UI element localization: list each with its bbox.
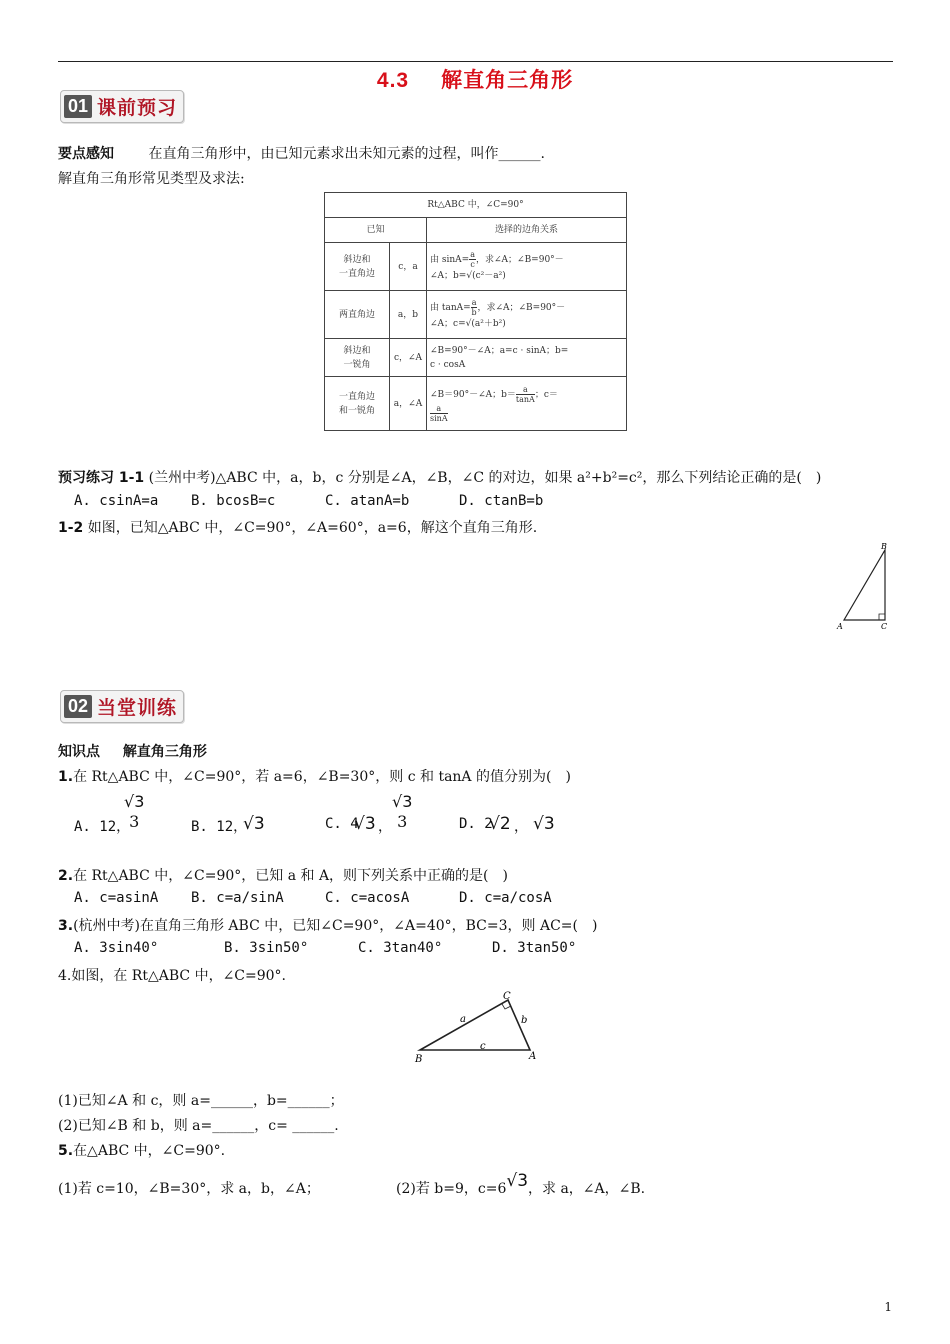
badge-number: 02 <box>64 695 92 718</box>
frac-den: tanA <box>515 394 535 404</box>
question-label: 预习练习 1-1 <box>58 470 145 486</box>
question-text: 在 Rt△ABC 中，∠C=90°，若 a=6，∠B=30°，则 c 和 tanA 的值分别为( ) <box>73 769 571 785</box>
frac-den: b <box>471 308 477 317</box>
question-5 <box>58 1140 225 1160</box>
table-cell-type <box>325 243 390 291</box>
label-c: C <box>881 622 888 631</box>
option-a: A. c=asinA <box>74 890 159 906</box>
fraction <box>469 250 476 269</box>
option-a-fraction <box>124 792 144 832</box>
key-points-line <box>58 143 545 163</box>
option-d: D. 3tan50° <box>492 940 577 956</box>
relation-text: 由 tanA= <box>430 303 471 313</box>
badge-number: 01 <box>64 95 92 118</box>
label-a-vertex: A <box>529 1051 537 1062</box>
sqrt-3: √3 <box>506 1171 529 1191</box>
key-points-label: 要点感知 <box>58 146 114 162</box>
option-c-sqrt: √3 <box>354 814 376 834</box>
table-col-known: 已知 <box>325 218 427 243</box>
label-b: B <box>881 542 887 551</box>
frac-den: 3 <box>397 812 408 831</box>
table-cell-relation <box>427 339 627 377</box>
option-a: A. csinA=a <box>74 493 159 509</box>
question-4-sub-2: (2)已知∠B 和 b，则 a=______，c= ______. <box>58 1118 339 1134</box>
table-row <box>325 377 627 431</box>
table-row <box>325 291 627 339</box>
question-4 <box>58 965 286 985</box>
question-number: 2. <box>58 868 74 884</box>
frac-num: a <box>470 250 475 259</box>
relation-text: ∠A；b=√(c²－a²) <box>430 271 506 281</box>
section-title: 解直角三角形 <box>441 68 574 92</box>
question-number: 4. <box>58 968 72 984</box>
section-number: 4.3 <box>376 69 410 92</box>
triangle-figure-2 <box>410 988 545 1066</box>
option-c-comma: ， <box>378 819 392 835</box>
table-cell-type: 两直角边 <box>325 291 390 339</box>
badge-label: 课前预习 <box>97 97 178 119</box>
question-4-sub-1: (1)已知∠A 和 c，则 a=______，b=______； <box>58 1093 344 1109</box>
question-text: 如图，在 Rt△ABC 中，∠C=90°. <box>71 968 287 984</box>
question-number: 5. <box>58 1143 74 1159</box>
option-c: C. atanA=b <box>325 493 410 509</box>
table-cell-relation <box>427 377 627 431</box>
section-badge-preview <box>60 90 184 123</box>
type-line: 和一锐角 <box>338 405 375 416</box>
knowledge-point <box>58 741 207 761</box>
relation-text: ，求∠A；∠B=90°－ <box>475 255 564 265</box>
frac-num: √3 <box>124 792 145 811</box>
option-d: D. c=a/cosA <box>459 890 552 906</box>
question-1-2 <box>58 517 537 537</box>
option-d-sqrt3: √3 <box>533 814 555 834</box>
page-number: 1 <box>884 1300 892 1314</box>
table-cell-type <box>325 377 390 431</box>
triangle <box>420 1000 530 1050</box>
table-cell-relation <box>427 243 627 291</box>
option-d-sqrt2: √2 <box>489 814 511 834</box>
section-badge-practice <box>60 690 184 723</box>
question-label: 1-2 <box>58 520 84 536</box>
relation-text: c · cosA <box>430 359 466 370</box>
knowledge-title: 解直角三角形 <box>122 744 207 760</box>
label-side-b: b <box>521 1015 528 1026</box>
relation-text: ∠B＝90°－∠A；b＝ <box>430 389 516 400</box>
question-number: 1. <box>58 769 74 785</box>
header-rule <box>58 61 893 62</box>
type-line: 斜边和 <box>343 345 371 356</box>
relation-text: ∠B=90°－∠A；a=c · sinA；b= <box>430 345 569 356</box>
badge-label: 当堂训练 <box>97 697 178 719</box>
frac-num: a <box>430 404 448 414</box>
frac-num: a <box>516 385 535 395</box>
question-1-1 <box>58 467 821 487</box>
option-b: B. c=a/sinA <box>191 890 284 906</box>
table-row <box>325 243 627 291</box>
option-a: A. 12， <box>74 819 131 835</box>
option-a: A. 3sin40° <box>74 940 159 956</box>
option-b-sqrt: √3 <box>243 814 265 834</box>
triangle-figure-1 <box>832 540 894 632</box>
key-points-subtitle: 解直角三角形常见类型及求法: <box>58 171 245 187</box>
option-c: C. c=acosA <box>325 890 410 906</box>
question-text: 如图，已知△ABC 中，∠C=90°，∠A=60°，a=6，解这个直角三角形. <box>87 520 538 536</box>
question-number: 3. <box>58 918 74 934</box>
table-cell-type <box>325 339 390 377</box>
table-cell-known: c，a <box>390 243 427 291</box>
question-text: (杭州中考)在直角三角形 ABC 中，已知∠C=90°，∠A=40°，BC=3，则 AC=( ) <box>73 918 598 934</box>
right-angle-mark <box>879 614 885 620</box>
question-1 <box>58 766 571 786</box>
option-b: B. 3sin50° <box>224 940 309 956</box>
triangle <box>844 550 885 620</box>
table-header: Rt△ABC 中，∠C=90° <box>325 193 627 218</box>
frac-num: √3 <box>392 792 413 811</box>
sub2-text: ，求 a，∠A，∠B. <box>528 1181 646 1197</box>
option-c: C. 4 <box>325 816 359 832</box>
frac-den: 3 <box>129 812 140 831</box>
type-line: 一直角边 <box>338 391 375 402</box>
table-cell-known: a，b <box>390 291 427 339</box>
question-5-sub-2 <box>396 1171 646 1198</box>
label-b-vertex: B <box>415 1054 423 1065</box>
frac-den: c <box>470 260 475 269</box>
sub2-text: (2)若 b=9，c=6 <box>396 1181 507 1197</box>
label-side-a: a <box>460 1014 466 1025</box>
frac-den: sinA <box>430 413 448 423</box>
type-line: 一直角边 <box>338 268 375 279</box>
question-2 <box>58 865 508 885</box>
solution-types-table <box>324 192 627 431</box>
label-a: A <box>837 622 843 631</box>
key-points-text: 在直角三角形中，由已知元素求出未知元素的过程，叫作______. <box>148 146 545 162</box>
table-cell-known: a，∠A <box>390 377 427 431</box>
option-d: D. 2 <box>459 816 493 832</box>
option-c-fraction <box>392 792 412 832</box>
type-line: 斜边和 <box>343 254 371 265</box>
relation-text: 由 sinA= <box>430 255 470 265</box>
label-c-vertex: C <box>503 991 511 1002</box>
label-side-c: c <box>480 1041 486 1052</box>
question-text: (兰州中考)△ABC 中，a，b，c 分别是∠A，∠B，∠C 的对边，如果 a²+b²=c²，那么下列结论正确的是( ) <box>148 470 822 486</box>
fraction <box>516 385 535 404</box>
option-b: B. 12， <box>191 819 248 835</box>
option-d: D. ctanB=b <box>459 493 544 509</box>
fraction <box>430 404 448 423</box>
table-cell-known: c，∠A <box>390 339 427 377</box>
knowledge-label: 知识点 <box>58 744 100 760</box>
relation-text: ，求∠A；∠B=90°－ <box>477 303 566 313</box>
relation-text: ；c＝ <box>534 389 558 400</box>
table-row <box>325 339 627 377</box>
question-text: 在△ABC 中，∠C=90°. <box>73 1143 226 1159</box>
question-text: 在 Rt△ABC 中，∠C=90°，已知 a 和 A，则下列关系中正确的是( ) <box>73 868 508 884</box>
option-d-comma: ， <box>514 819 528 835</box>
table-cell-relation <box>427 291 627 339</box>
option-c: C. 3tan40° <box>358 940 443 956</box>
question-3 <box>58 915 597 935</box>
frac-num: a <box>471 298 477 307</box>
relation-text: ∠A；c=√(a²＋b²) <box>430 319 506 329</box>
table-col-relation: 选择的边角关系 <box>427 218 627 243</box>
option-b: B. bcosB=c <box>191 493 276 509</box>
question-5-sub-1: (1)若 c=10，∠B=30°，求 a，b，∠A； <box>58 1181 320 1197</box>
type-line: 一锐角 <box>343 359 371 370</box>
